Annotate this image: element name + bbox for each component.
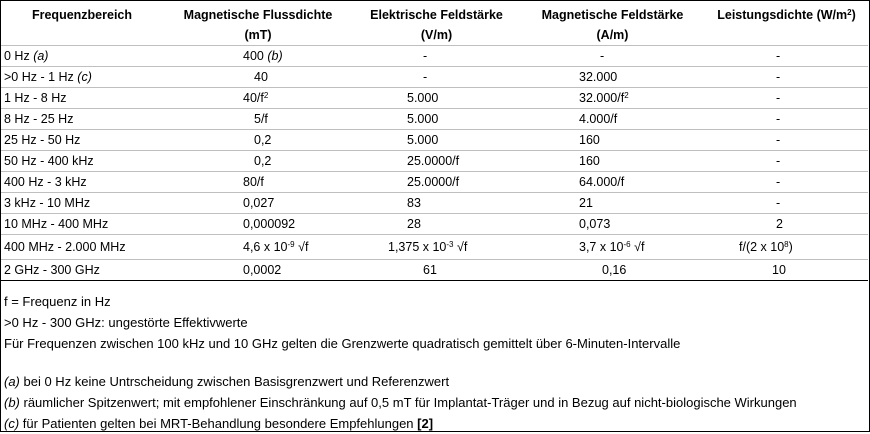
table-cell bbox=[705, 214, 868, 235]
table-cell bbox=[353, 88, 520, 109]
cell-text: 25 Hz - 50 Hz bbox=[4, 132, 81, 147]
table-cell bbox=[1, 109, 163, 130]
cell-text: -6 bbox=[623, 239, 631, 249]
table-cell bbox=[163, 260, 353, 281]
table-cell bbox=[520, 193, 705, 214]
cell-text: Elektrische Feldstärke bbox=[370, 8, 503, 22]
cell-text: 400 MHz - 2.000 MHz bbox=[4, 239, 126, 254]
table-cell bbox=[163, 130, 353, 151]
reference-link: [2] bbox=[417, 416, 434, 431]
table-cell bbox=[705, 67, 868, 88]
table-row bbox=[1, 67, 868, 88]
notes-section bbox=[4, 291, 797, 434]
table-cell bbox=[1, 67, 163, 88]
cell-text: 5/f bbox=[254, 111, 268, 126]
cell-text: >0 Hz - 1 Hz bbox=[4, 69, 74, 84]
table-row bbox=[1, 109, 868, 130]
cell-text: 5.000 bbox=[407, 111, 439, 126]
footnote-text: (b) bbox=[4, 395, 20, 410]
footnote-text: für Patienten gelten bei MRT-Behandlung besondere Empfehlungen bbox=[19, 416, 418, 431]
table-row bbox=[1, 172, 868, 193]
header-magnetic-field bbox=[520, 1, 705, 46]
header-frequency bbox=[1, 1, 163, 46]
table-cell bbox=[163, 151, 353, 172]
table-cell bbox=[705, 46, 868, 67]
cell-text: - bbox=[776, 111, 781, 126]
cell-text: (V/m) bbox=[420, 28, 453, 42]
table-row bbox=[1, 46, 868, 67]
cell-text: (c) bbox=[77, 69, 92, 84]
cell-text: 0,2 bbox=[254, 153, 272, 168]
header-power-density bbox=[705, 1, 868, 46]
table-cell bbox=[163, 46, 353, 67]
cell-text: √f bbox=[630, 239, 645, 254]
table-cell bbox=[520, 172, 705, 193]
table-cell bbox=[353, 67, 520, 88]
footnote-a bbox=[4, 371, 797, 392]
table-cell bbox=[163, 193, 353, 214]
table-cell bbox=[353, 172, 520, 193]
table-cell bbox=[520, 235, 705, 260]
cell-text: Frequenzbereich bbox=[31, 8, 133, 22]
table-cell bbox=[1, 260, 163, 281]
table-cell bbox=[520, 130, 705, 151]
table-cell bbox=[163, 235, 353, 260]
table-cell bbox=[1, 172, 163, 193]
table-cell bbox=[705, 109, 868, 130]
cell-text: - bbox=[776, 69, 781, 84]
cell-text: 40 bbox=[254, 69, 268, 84]
footnote-text: (c) bbox=[4, 416, 20, 431]
cell-text: 83 bbox=[407, 195, 421, 210]
table-cell bbox=[705, 235, 868, 260]
cell-text: - bbox=[423, 48, 428, 63]
table-row bbox=[1, 130, 868, 151]
cell-text: 80/f bbox=[243, 174, 264, 189]
table-cell bbox=[705, 130, 868, 151]
cell-text: -3 bbox=[446, 239, 454, 249]
cell-text: - bbox=[776, 153, 781, 168]
cell-text: 160 bbox=[579, 153, 600, 168]
footnote-text: bei 0 Hz keine Untrscheidung zwischen Basisgrenzwert und Referenzwert bbox=[19, 374, 450, 389]
table-row bbox=[1, 214, 868, 235]
cell-text: 28 bbox=[407, 216, 421, 231]
table-cell bbox=[163, 109, 353, 130]
cell-text: Magnetische Flussdichte bbox=[183, 8, 333, 22]
table-cell bbox=[1, 151, 163, 172]
cell-text: 0,073 bbox=[579, 216, 611, 231]
cell-text: (b) bbox=[267, 48, 283, 63]
cell-text: f/(2 x 10 bbox=[739, 239, 785, 254]
table-cell bbox=[1, 193, 163, 214]
cell-text: (mT) bbox=[244, 28, 272, 42]
limits-table bbox=[1, 1, 868, 281]
cell-text: 10 bbox=[772, 262, 786, 277]
table-row bbox=[1, 151, 868, 172]
cell-text: 1 Hz - 8 Hz bbox=[4, 90, 67, 105]
header-row bbox=[1, 1, 868, 46]
cell-text: -9 bbox=[287, 239, 295, 249]
cell-text: 8 bbox=[784, 239, 789, 249]
note-averaging: Für Frequenzen zwischen 100 kHz und 10 GHz gelten die Grenzwerte quadratisch gemittelt über 6-Minuten-Intervalle bbox=[4, 336, 681, 351]
cell-text: 2 bbox=[263, 90, 269, 100]
cell-text: 25.0000/f bbox=[407, 174, 460, 189]
cell-text: Leistungsdichte (W/m bbox=[717, 8, 848, 22]
cell-text: (A/m) bbox=[596, 28, 629, 42]
cell-text: - bbox=[776, 90, 781, 105]
cell-text: - bbox=[776, 174, 781, 189]
header-electric-field bbox=[353, 1, 520, 46]
cell-text: - bbox=[600, 48, 605, 63]
table-cell bbox=[1, 130, 163, 151]
table-cell bbox=[705, 172, 868, 193]
table-cell bbox=[520, 109, 705, 130]
table-cell bbox=[1, 214, 163, 235]
cell-text: (a) bbox=[33, 48, 49, 63]
table-cell bbox=[353, 46, 520, 67]
table-cell bbox=[163, 88, 353, 109]
header-flux-density bbox=[163, 1, 353, 46]
table-cell bbox=[520, 67, 705, 88]
table-row bbox=[1, 235, 868, 260]
cell-text: ) bbox=[788, 239, 793, 254]
cell-text: 400 bbox=[243, 48, 264, 63]
cell-text: 64.000/f bbox=[579, 174, 625, 189]
table-cell bbox=[353, 151, 520, 172]
cell-text: 50 Hz - 400 kHz bbox=[4, 153, 94, 168]
note-frequency: f = Frequenz in Hz bbox=[4, 294, 111, 309]
footnote-c bbox=[4, 413, 797, 434]
cell-text: 0,027 bbox=[243, 195, 275, 210]
cell-text: Magnetische Feldstärke bbox=[541, 8, 684, 22]
cell-text: - bbox=[423, 69, 428, 84]
table-row bbox=[1, 260, 868, 281]
table-row bbox=[1, 193, 868, 214]
cell-text: 61 bbox=[423, 262, 437, 277]
cell-text: 0,000092 bbox=[243, 216, 296, 231]
cell-text: 8 Hz - 25 Hz bbox=[4, 111, 74, 126]
cell-text: 3 kHz - 10 MHz bbox=[4, 195, 91, 210]
table-cell bbox=[705, 260, 868, 281]
cell-text: 21 bbox=[579, 195, 593, 210]
table-cell bbox=[163, 214, 353, 235]
table-cell bbox=[520, 46, 705, 67]
cell-text: 40/f bbox=[243, 90, 264, 105]
cell-text: 10 MHz - 400 MHz bbox=[4, 216, 109, 231]
cell-text: √f bbox=[453, 239, 468, 254]
cell-text: - bbox=[776, 195, 781, 210]
cell-text: 0,2 bbox=[254, 132, 272, 147]
cell-text: 25.0000/f bbox=[407, 153, 460, 168]
cell-text: 5.000 bbox=[407, 90, 439, 105]
cell-text: - bbox=[776, 48, 781, 63]
table-cell bbox=[520, 214, 705, 235]
cell-text: 32.000 bbox=[579, 69, 618, 84]
table-cell bbox=[705, 88, 868, 109]
table-cell bbox=[520, 151, 705, 172]
table-cell bbox=[520, 260, 705, 281]
cell-text: 5.000 bbox=[407, 132, 439, 147]
footnote-b bbox=[4, 392, 797, 413]
cell-text: ) bbox=[851, 8, 856, 22]
table-cell bbox=[353, 214, 520, 235]
cell-text: 0,16 bbox=[602, 262, 627, 277]
table-cell bbox=[705, 151, 868, 172]
cell-text: 2 bbox=[776, 216, 783, 231]
cell-text: 160 bbox=[579, 132, 600, 147]
table-cell bbox=[163, 172, 353, 193]
table-cell bbox=[353, 109, 520, 130]
footnote-text: (a) bbox=[4, 374, 20, 389]
cell-text: 0,0002 bbox=[243, 262, 282, 277]
table-cell bbox=[705, 193, 868, 214]
cell-text: 0 Hz bbox=[4, 48, 30, 63]
table-row bbox=[1, 88, 868, 109]
cell-text: 2 GHz - 300 GHz bbox=[4, 262, 100, 277]
cell-text: 3,7 x 10 bbox=[579, 239, 624, 254]
cell-text: 400 Hz - 3 kHz bbox=[4, 174, 87, 189]
table-cell bbox=[1, 88, 163, 109]
cell-text: - bbox=[776, 132, 781, 147]
footnote-text: räumlicher Spitzenwert; mit empfohlener Einschränkung auf 0,5 mT für Implantat-Träger und in Bezug auf nicht-biologische Wirkungen bbox=[19, 395, 797, 410]
table-cell bbox=[1, 46, 163, 67]
note-effective-values: >0 Hz - 300 GHz: ungestörte Effektivwerte bbox=[4, 315, 248, 330]
table-cell bbox=[353, 235, 520, 260]
table-cell bbox=[163, 67, 353, 88]
cell-text: 4,6 x 10 bbox=[243, 239, 288, 254]
cell-text: 2 bbox=[847, 8, 852, 17]
cell-text: 4.000/f bbox=[579, 111, 618, 126]
table-cell bbox=[353, 130, 520, 151]
table-cell bbox=[1, 235, 163, 260]
table-cell bbox=[353, 193, 520, 214]
table-cell bbox=[353, 260, 520, 281]
table-cell bbox=[520, 88, 705, 109]
cell-text: √f bbox=[294, 239, 309, 254]
cell-text: 1,375 x 10 bbox=[388, 239, 447, 254]
cell-text: 2 bbox=[624, 90, 629, 100]
cell-text: 32.000/f bbox=[579, 90, 625, 105]
